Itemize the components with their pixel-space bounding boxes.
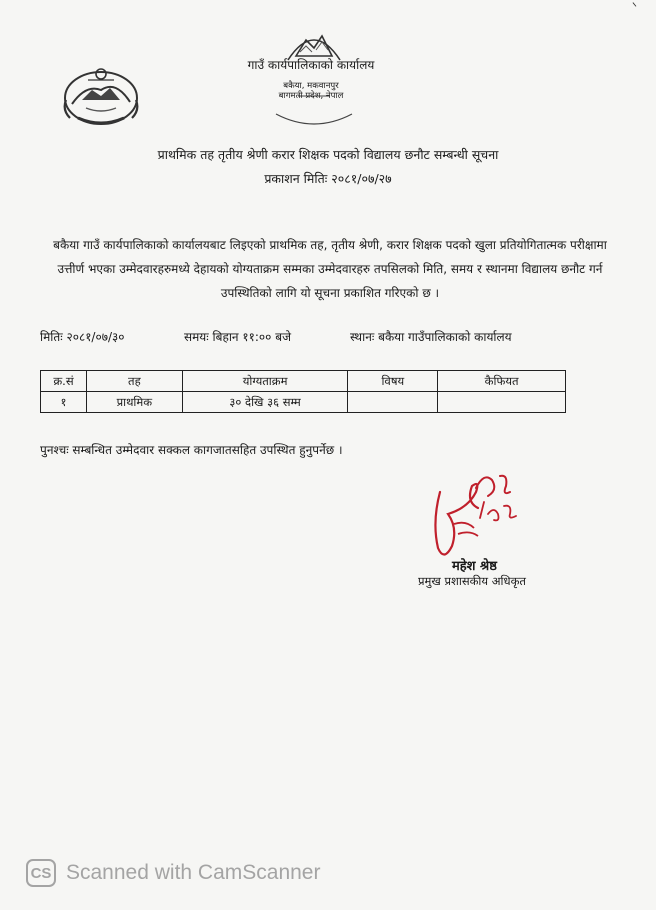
table-header-cell: योग्यताक्रम xyxy=(182,371,348,392)
watermark-text: Scanned with CamScanner xyxy=(66,861,321,884)
camscanner-logo-icon: CS xyxy=(26,859,56,887)
camscanner-watermark xyxy=(26,856,320,890)
table-cell xyxy=(438,392,566,413)
office-address-line1: बकैया, मकवानपुर xyxy=(283,81,339,91)
table-header-cell: क्र.सं xyxy=(41,371,87,392)
table-cell: ३० देखि ३६ सम्म xyxy=(182,392,348,413)
signatory-name: महेश श्रेष्ठ xyxy=(452,559,497,574)
table-cell xyxy=(348,392,438,413)
notice-body: बकैया गाउँ कार्यपालिकाको कार्यालयबाट लिइएको प्राथमिक तह, तृतीय श्रेणी, करार शिक्षक पदको खुला प्रतियोगितात्मक परीक्षामा उत्तीर्ण भएका उम्मेदवारहरुमध्ये देहायको योग्यताक्रम सम्मका उम्मेदवारहरु तपसिलको मिति, समय र स्थानमा विद्यालय छनौट गर्न उपस्थितिको लागि यो सूचना प्रकाशित गरिएको छ । xyxy=(53,238,607,300)
table-header-cell: विषय xyxy=(348,371,438,392)
office-header xyxy=(226,58,396,101)
nepal-emblem-icon xyxy=(58,60,144,130)
schedule-time: समयः बिहान ११:०० बजे xyxy=(184,330,291,344)
candidate-table xyxy=(40,370,566,413)
table-cell: १ xyxy=(41,392,87,413)
table-cell: प्राथमिक xyxy=(86,392,182,413)
table-header-cell: कैफियत xyxy=(438,371,566,392)
publication-date: प्रकाशन मितिः २०८१/०७/२७ xyxy=(264,171,392,186)
footnote: पुनश्चः सम्बन्धित उम्मेदवार सक्कल कागजातसहित उपस्थित हुनुपर्नेछ । xyxy=(40,443,343,457)
table-header-row xyxy=(41,371,566,392)
table-row xyxy=(41,392,566,413)
schedule-date: मितिः २०८१/०७/३० xyxy=(40,330,125,344)
corner-mark: ᐠ xyxy=(632,0,638,14)
office-name: गाउँ कार्यपालिकाको कार्यालय xyxy=(247,58,375,72)
notice-title: प्राथमिक तह तृतीय श्रेणी करार शिक्षक पदको विद्यालय छनौट सम्बन्धी सूचना xyxy=(157,147,499,162)
schedule-venue: स्थानः बकैया गाउँपालिकाको कार्यालय xyxy=(350,330,512,344)
office-address-line2: बागमती प्रदेश, नेपाल xyxy=(278,91,344,101)
signatory-title: प्रमुख प्रशासकीय अधिकृत xyxy=(418,574,526,588)
table-header-cell: तह xyxy=(86,371,182,392)
